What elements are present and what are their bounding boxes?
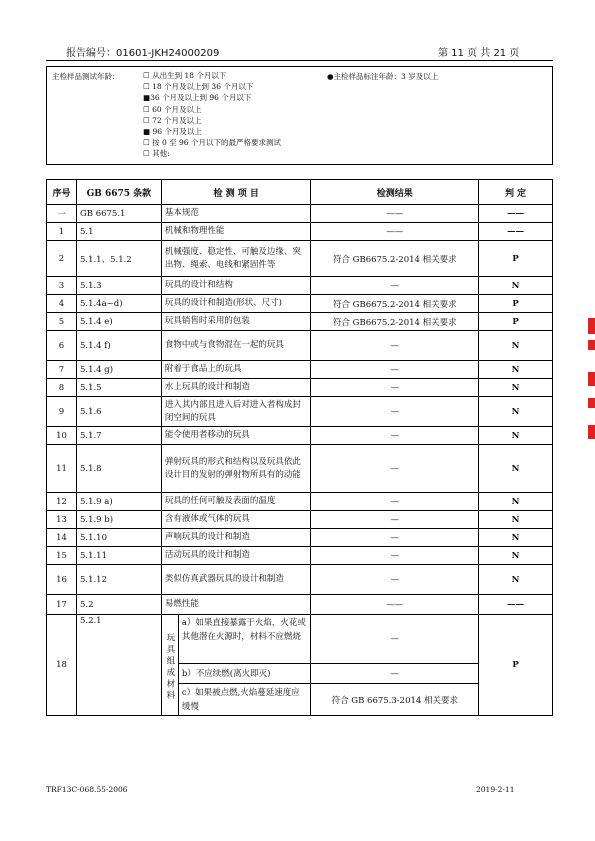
row-judge: N <box>479 397 553 427</box>
row-result: 符合 GB6675.2-2014 相关要求 <box>311 295 479 313</box>
col-header-item: 检 测 项 目 <box>161 180 311 205</box>
row-result: — <box>311 397 479 427</box>
row-clause: 5.1.4 f) <box>76 331 161 361</box>
form-date: 2019-2-11 <box>476 785 515 794</box>
table-row <box>47 205 553 223</box>
row-judge: N <box>479 547 553 565</box>
row-number: 12 <box>47 493 77 511</box>
row-clause: 5.1.9 a) <box>76 493 161 511</box>
row-judge: N <box>479 445 553 493</box>
row-number: 7 <box>47 361 77 379</box>
row-result: —— <box>311 223 479 241</box>
row-number: 17 <box>47 595 77 615</box>
row-clause: 5.1.4 g) <box>76 361 161 379</box>
row-result: — <box>311 277 479 295</box>
page-number: 第 11 页 共 21 页 <box>438 48 520 59</box>
stamp-mark <box>588 398 595 408</box>
row-item: 含有液体或气体的玩具 <box>161 511 311 529</box>
row-item: 机械和物理性能 <box>161 223 311 241</box>
row-number: 4 <box>47 295 77 313</box>
row-result: —— <box>311 595 479 615</box>
row-clause: GB 6675.1 <box>76 205 161 223</box>
test-results-table <box>46 179 553 716</box>
row-judge: N <box>479 493 553 511</box>
row-item: 机械强度、稳定性、可触及边缘、突出物、绳索、电线和紧固件等 <box>161 241 311 277</box>
row-number: 6 <box>47 331 77 361</box>
row-number: 5 <box>47 313 77 331</box>
row-sub-item: c）如果被点燃,火焰蔓延速度应缓慢 <box>181 687 300 712</box>
row-clause: 5.1.8 <box>76 445 161 493</box>
row-result: 符合 GB 6675.3-2014 相关要求 <box>311 684 479 716</box>
row-clause: 5.1.4 e) <box>76 313 161 331</box>
row-result: — <box>311 511 479 529</box>
row-clause: 5.1.10 <box>76 529 161 547</box>
row-result: — <box>311 331 479 361</box>
row-result: — <box>311 427 479 445</box>
row-number: 16 <box>47 565 77 595</box>
row-item: 玩具销售时采用的包装 <box>161 313 311 331</box>
material-group-label: 玩具组成材料 <box>162 615 179 715</box>
row-number: 2 <box>47 241 77 277</box>
row-clause: 5.1.12 <box>76 565 161 595</box>
row-result: — <box>311 615 479 664</box>
row-judge: N <box>479 331 553 361</box>
row-number: 一 <box>47 205 77 223</box>
row-result: — <box>311 529 479 547</box>
table-row <box>47 427 553 445</box>
stamp-mark <box>588 425 595 439</box>
table-row <box>47 331 553 361</box>
age-option: ☐ 按 0 至 96 个月以下的最严格要求测试 <box>143 138 281 148</box>
declared-age: ●主检样品标注年龄：3 岁及以上 <box>327 72 439 81</box>
table-row <box>47 529 553 547</box>
row-judge: —— <box>479 205 553 223</box>
row-number: 8 <box>47 379 77 397</box>
row-result: — <box>311 547 479 565</box>
row-result: — <box>311 493 479 511</box>
age-option: ☐ 从出生到 18 个月以下 <box>143 71 227 80</box>
stamp-mark <box>588 318 595 334</box>
table-row <box>47 397 553 427</box>
row-judge: N <box>479 361 553 379</box>
col-header-judge: 判 定 <box>479 180 553 205</box>
row-result: — <box>311 565 479 595</box>
row-judge: N <box>479 379 553 397</box>
row-sub-item: a）如果直接暴露于火焰，火花或其他潜在火源时，材料不应燃烧 <box>181 618 306 642</box>
table-row <box>47 547 553 565</box>
row-number: 11 <box>47 445 77 493</box>
table-row <box>47 595 553 615</box>
row-number: 1 <box>47 223 77 241</box>
row-number: 3 <box>47 277 77 295</box>
row-item: 弹射玩具的形式和结构以及玩具依此设计目的发射的弹射物所具有的动能 <box>161 445 311 493</box>
table-row <box>47 511 553 529</box>
table-row <box>47 379 553 397</box>
table-row <box>47 277 553 295</box>
row-clause: 5.1.7 <box>76 427 161 445</box>
row-item: 声响玩具的设计和制造 <box>161 529 311 547</box>
row-number: 15 <box>47 547 77 565</box>
row-result: 符合 GB6675.2-2014 相关要求 <box>311 313 479 331</box>
row-judge: —— <box>479 223 553 241</box>
row-clause: 5.2.1 <box>76 615 161 716</box>
row-item: 进入其内部且进入后对进入者构成封闭空间的玩具 <box>161 397 311 427</box>
table-row <box>47 295 553 313</box>
row-judge: N <box>479 529 553 547</box>
age-option: ■ 96 个月及以上 <box>143 127 202 137</box>
test-age-label: 主检样品测试年龄： <box>52 72 120 81</box>
row-judge: P <box>479 615 553 716</box>
form-number: TRF13C-068.55-2006 <box>46 785 128 794</box>
table-header-row <box>47 180 553 205</box>
row-clause: 5.1.6 <box>76 397 161 427</box>
row-item: 玩具的设计和制造(形状、尺寸) <box>161 295 311 313</box>
row-clause: 5.1.1、5.1.2 <box>76 241 161 277</box>
row-judge: N <box>479 565 553 595</box>
row-judge: N <box>479 277 553 295</box>
row-item: 玩具的任何可触及表面的温度 <box>161 493 311 511</box>
row-result: — <box>311 379 479 397</box>
table-row <box>47 445 553 493</box>
row-judge: P <box>479 295 553 313</box>
header-rule <box>46 60 553 61</box>
col-header-result: 检测结果 <box>311 180 479 205</box>
table-row <box>47 241 553 277</box>
age-option: ■36 个月及以上到 96 个月以下 <box>143 93 252 103</box>
table-row <box>47 565 553 595</box>
age-option: ☐ 72 个月及以上 <box>143 115 202 125</box>
row-item: 基本规范 <box>161 205 311 223</box>
row-result: — <box>311 445 479 493</box>
stamp-mark <box>588 340 595 350</box>
row-clause: 5.1.11 <box>76 547 161 565</box>
row-clause: 5.2 <box>76 595 161 615</box>
row-sub-item: b）不应续燃(离火即灭) <box>181 668 271 679</box>
row-judge: N <box>479 511 553 529</box>
row-judge: P <box>479 241 553 277</box>
col-header-no: 序号 <box>47 180 77 205</box>
report-number: 报告编号：01601-JKH24000209 <box>66 48 220 59</box>
test-age-box <box>46 66 553 165</box>
row-clause: 5.1 <box>76 223 161 241</box>
row-clause: 5.1.3 <box>76 277 161 295</box>
row-item: 类似仿真武器玩具的设计和制造 <box>161 565 311 595</box>
row-item: 活动玩具的设计和制造 <box>161 547 311 565</box>
row-number: 13 <box>47 511 77 529</box>
row-item: 水上玩具的设计和制造 <box>161 379 311 397</box>
row-clause: 5.1.9 b) <box>76 511 161 529</box>
row-judge: P <box>479 313 553 331</box>
row-number: 14 <box>47 529 77 547</box>
age-option-list <box>143 70 281 160</box>
row-result: —— <box>311 205 479 223</box>
row-item: 易燃性能 <box>161 595 311 615</box>
row-result: — <box>311 361 479 379</box>
age-option: ☐ 18 个月及以上到 36 个月以下 <box>143 82 254 92</box>
age-option: ☐ 60 个月及以上 <box>143 104 202 114</box>
row-result: — <box>311 664 479 684</box>
row-clause: 5.1.5 <box>76 379 161 397</box>
col-header-clause: GB 6675 条款 <box>76 180 161 205</box>
row-number: 18 <box>47 615 77 716</box>
row-item: 食物中或与食物混在一起的玩具 <box>161 331 311 361</box>
row-number: 10 <box>47 427 77 445</box>
stamp-mark <box>588 372 595 386</box>
row-result: 符合 GB6675.2-2014 相关要求 <box>311 241 479 277</box>
row-item: 附着于食品上的玩具 <box>161 361 311 379</box>
row-judge: —— <box>479 595 553 615</box>
table-row <box>47 615 553 664</box>
row-item: 能令使用者移动的玩具 <box>161 427 311 445</box>
row-clause: 5.1.4a~d) <box>76 295 161 313</box>
table-row <box>47 361 553 379</box>
table-row <box>47 493 553 511</box>
row-item: 玩具的设计和结构 <box>161 277 311 295</box>
row-number: 9 <box>47 397 77 427</box>
table-row <box>47 313 553 331</box>
age-option: ☐ 其他: <box>143 149 170 159</box>
table-row <box>47 223 553 241</box>
row-judge: N <box>479 427 553 445</box>
